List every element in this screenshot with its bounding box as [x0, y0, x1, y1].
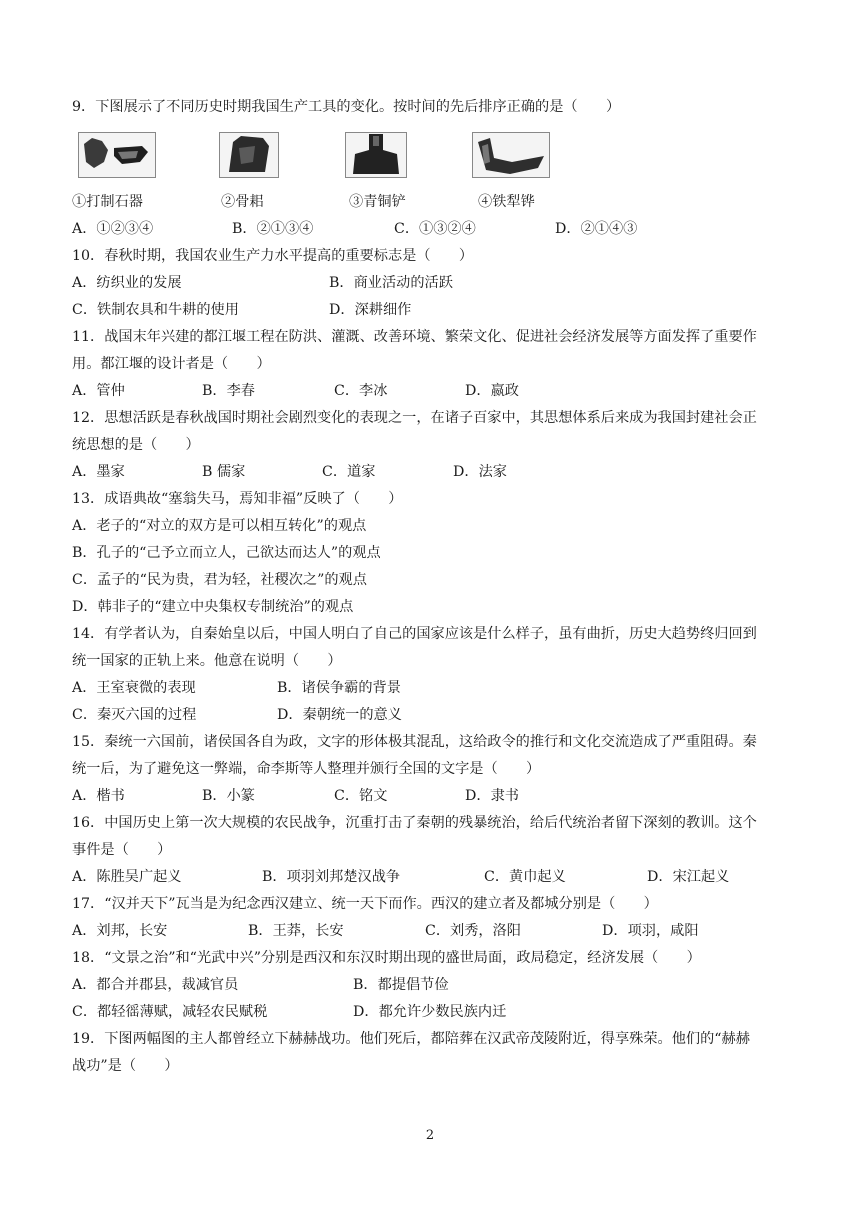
option-b: B．诸侯争霸的背景: [277, 680, 401, 696]
option-c: C．刘秀，洛阳: [425, 923, 521, 939]
option-d: D．韩非子的“建立中央集权专制统治”的观点: [72, 599, 354, 615]
option-c: C．都轻徭薄赋，减轻农民赋税: [72, 1004, 268, 1020]
tool-caption: ③青铜铲: [349, 194, 406, 210]
q10-options-row2: [72, 300, 772, 320]
page-number: 2: [425, 1128, 435, 1143]
option-b: B．王莽，长安: [248, 923, 344, 939]
q9-tool-captions: [72, 192, 772, 212]
q17-stem: 17．“汉并天下”瓦当是为纪念西汉建立、统一天下而作。西汉的建立者及都城分别是（ ）: [72, 896, 658, 912]
q18-stem: 18．“文景之治”和“光武中兴”分别是西汉和东汉时期出现的盛世局面，政局稳定，经济发展（ ）: [72, 950, 701, 966]
q18-options-row1: [72, 975, 772, 995]
q17-options: [72, 921, 792, 941]
option-b: B．商业活动的活跃: [329, 275, 453, 291]
option-c: C．①③②④: [394, 221, 476, 237]
q12-stem-line1: 12．思想活跃是春秋战国时期社会剧烈变化的表现之一，在诸子百家中，其思想体系后来成为我国封建社会正: [72, 410, 757, 426]
q15-options: [72, 786, 772, 806]
option-d: D．隶书: [465, 788, 519, 804]
q13-stem: 13．成语典故“塞翁失马，焉知非福”反映了（ ）: [72, 491, 403, 507]
q14-options-row1: [72, 678, 772, 698]
q16-stem-line2: 事件是（ ）: [72, 842, 172, 858]
q14-stem-line1: 14．有学者认为，自秦始皇以后，中国人明白了自己的国家应该是什么样子，虽有曲折，历史大趋势终归回到: [72, 626, 757, 642]
q10-options-row1: [72, 273, 772, 293]
option-a: A．都合并郡县，裁减官员: [72, 977, 239, 993]
q18-options-row2: [72, 1002, 772, 1022]
q11-stem-line2: 用。都江堰的设计者是（ ）: [72, 356, 271, 372]
bone-spade-icon: [219, 132, 279, 178]
q9-options: [72, 219, 772, 239]
iron-ploughshare-icon: [472, 132, 550, 178]
q11-stem-line1: 11．战国末年兴建的都江堰工程在防洪、灌溉、改善环境、繁荣文化、促进社会经济发展等方面发挥了重要作: [72, 329, 757, 345]
option-a: A．王室衰微的表现: [72, 680, 196, 696]
option-b: B 儒家: [202, 464, 246, 480]
q14-stem-line2: 统一国家的正轨上来。他意在说明（ ）: [72, 653, 342, 669]
q9-stem: 9．下图展示了不同历史时期我国生产工具的变化。按时间的先后排序正确的是（ ）: [72, 99, 621, 115]
option-d: D．项羽，咸阳: [602, 923, 699, 939]
chipped-stone-tool-icon: [78, 132, 156, 178]
q19-stem-line2: 战功”是（ ）: [72, 1058, 179, 1074]
option-d: D．法家: [453, 464, 507, 480]
option-c: C．道家: [322, 464, 376, 480]
option-a: A．老子的“对立的双方是可以相互转化”的观点: [72, 518, 367, 534]
option-a: A．陈胜吴广起义: [72, 869, 182, 885]
option-b: B．李春: [202, 383, 255, 399]
option-d: D．秦朝统一的意义: [277, 707, 402, 723]
option-d: D．都允许少数民族内迁: [353, 1004, 507, 1020]
option-a: A．①②③④: [72, 221, 154, 237]
option-c: C．孟子的“民为贵，君为轻，社稷次之”的观点: [72, 572, 367, 588]
option-d: D．②①④③: [555, 221, 638, 237]
option-d: D．嬴政: [465, 383, 519, 399]
q19-stem-line1: 19．下图两幅图的主人都曾经立下赫赫战功。他们死后，都陪葬在汉武帝茂陵附近，得享殊荣。他们的“赫赫: [72, 1031, 750, 1047]
q14-options-row2: [72, 705, 772, 725]
tool-caption: ①打制石器: [72, 194, 143, 210]
option-b: B．②①③④: [232, 221, 314, 237]
q11-options: [72, 381, 772, 401]
bronze-shovel-icon: [345, 132, 407, 178]
option-a: A．管仲: [72, 383, 125, 399]
option-b: B．孔子的“己予立而立人，己欲达而达人”的观点: [72, 545, 381, 561]
option-a: A．楷书: [72, 788, 125, 804]
option-c: C．秦灭六国的过程: [72, 707, 197, 723]
option-c: C．铭文: [334, 788, 388, 804]
option-d: D．宋江起义: [647, 869, 730, 885]
q12-stem-line2: 统思想的是（ ）: [72, 437, 200, 453]
q12-options: [72, 462, 772, 482]
option-c: C．铁制农具和牛耕的使用: [72, 302, 239, 318]
option-d: D．深耕细作: [329, 302, 412, 318]
option-c: C．李冰: [334, 383, 388, 399]
tool-caption: ④铁犁铧: [478, 194, 535, 210]
q15-stem-line1: 15．秦统一六国前，诸侯国各自为政，文字的形体极其混乱，这给政令的推行和文化交流造成了严重阻碍。秦: [72, 734, 757, 750]
q16-stem-line1: 16．中国历史上第一次大规模的农民战争，沉重打击了秦朝的残暴统治，给后代统治者留下深刻的教训。这个: [72, 815, 757, 831]
option-b: B．项羽刘邦楚汉战争: [262, 869, 401, 885]
q10-stem: 10．春秋时期，我国农业生产力水平提高的重要标志是（ ）: [72, 248, 474, 264]
option-b: B．小篆: [202, 788, 255, 804]
option-a: A．墨家: [72, 464, 125, 480]
option-c: C．黄巾起义: [484, 869, 566, 885]
q15-stem-line2: 统一后，为了避免这一弊端，命李斯等人整理并颁行全国的文字是（ ）: [72, 761, 541, 777]
option-b: B．都提倡节俭: [353, 977, 449, 993]
option-a: A．刘邦，长安: [72, 923, 168, 939]
option-a: A．纺织业的发展: [72, 275, 182, 291]
tool-caption: ②骨耜: [221, 194, 264, 210]
q16-options: [72, 867, 792, 887]
